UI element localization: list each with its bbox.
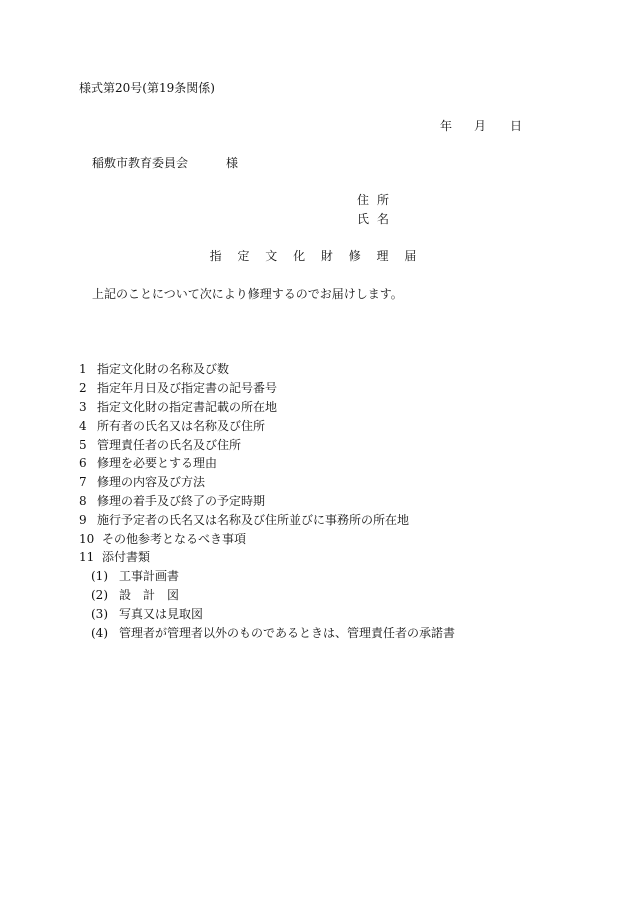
item-text: 所有者の氏名又は名称及び住所 — [97, 418, 266, 433]
item-text: その他参考となるべき事項 — [102, 531, 247, 546]
attachment-number: (2) — [91, 587, 108, 602]
list-item — [79, 510, 455, 529]
date-line — [440, 120, 522, 132]
list-item — [79, 492, 455, 511]
item-text: 施行予定者の氏名又は名称及び住所並びに事務所の所在地 — [97, 512, 410, 527]
addressee — [92, 157, 238, 169]
item-text: 修理の着手及び終了の予定時期 — [97, 493, 266, 508]
item-text: 添付書類 — [102, 550, 151, 565]
list-item — [79, 379, 455, 398]
item-number: 8 — [79, 493, 87, 508]
item-text: 指定文化財の名称及び数 — [97, 362, 230, 377]
item-number: 10 — [79, 531, 95, 546]
attachment-item — [79, 623, 455, 642]
item-number: 9 — [79, 512, 87, 527]
item-number: 1 — [79, 362, 87, 377]
item-number: 11 — [79, 550, 95, 565]
attachment-text: 管理者が管理者以外のものであるときは、管理責任者の承諾書 — [119, 625, 456, 640]
list-item — [79, 548, 455, 567]
item-number: 3 — [79, 399, 87, 414]
attachment-item — [79, 604, 455, 623]
addressee-suffix: 様 — [226, 156, 239, 170]
name-label: 氏名 — [357, 212, 398, 226]
attachment-item — [79, 567, 455, 586]
address-label: 住所 — [357, 193, 398, 207]
document-title-text: 指 定 文 化 財 修 理 届 — [209, 249, 423, 263]
document-title — [0, 250, 630, 262]
list-item — [79, 360, 455, 379]
item-text: 指定文化財の指定書記載の所在地 — [97, 399, 278, 414]
list-item — [79, 398, 455, 417]
attachment-number: (4) — [91, 625, 108, 640]
list-item — [79, 454, 455, 473]
applicant-name-label — [357, 213, 397, 225]
date-day-label: 日 — [510, 119, 523, 133]
date-month-label: 月 — [474, 119, 487, 133]
item-number: 5 — [79, 437, 87, 452]
applicant-address-label — [357, 194, 397, 206]
item-text: 修理を必要とする理由 — [97, 456, 218, 471]
item-number: 2 — [79, 381, 87, 396]
attachment-text: 写真又は見取図 — [119, 606, 204, 621]
intro-text: 上記のことについて次により修理するのでお届けします。 — [92, 287, 403, 301]
date-year-label: 年 — [440, 119, 453, 133]
item-text: 修理の内容及び方法 — [97, 475, 206, 490]
attachment-text: 工事計画書 — [119, 569, 180, 584]
addressee-name: 稲敷市教育委員会 — [92, 156, 189, 170]
form-number: 様式第20号(第19条関係) — [79, 81, 215, 95]
item-number: 4 — [79, 418, 87, 433]
attachment-number: (1) — [91, 569, 108, 584]
attachment-text: 設 計 図 — [119, 587, 180, 602]
item-number: 7 — [79, 475, 87, 490]
attachment-number: (3) — [91, 606, 108, 621]
attachment-item — [79, 586, 455, 605]
item-list — [79, 360, 455, 642]
item-text: 管理責任者の氏名及び住所 — [97, 437, 242, 452]
list-item — [79, 435, 455, 454]
list-item — [79, 473, 455, 492]
list-item — [79, 529, 455, 548]
list-item — [79, 416, 455, 435]
item-number: 6 — [79, 456, 87, 471]
item-text: 指定年月日及び指定書の記号番号 — [97, 381, 278, 396]
